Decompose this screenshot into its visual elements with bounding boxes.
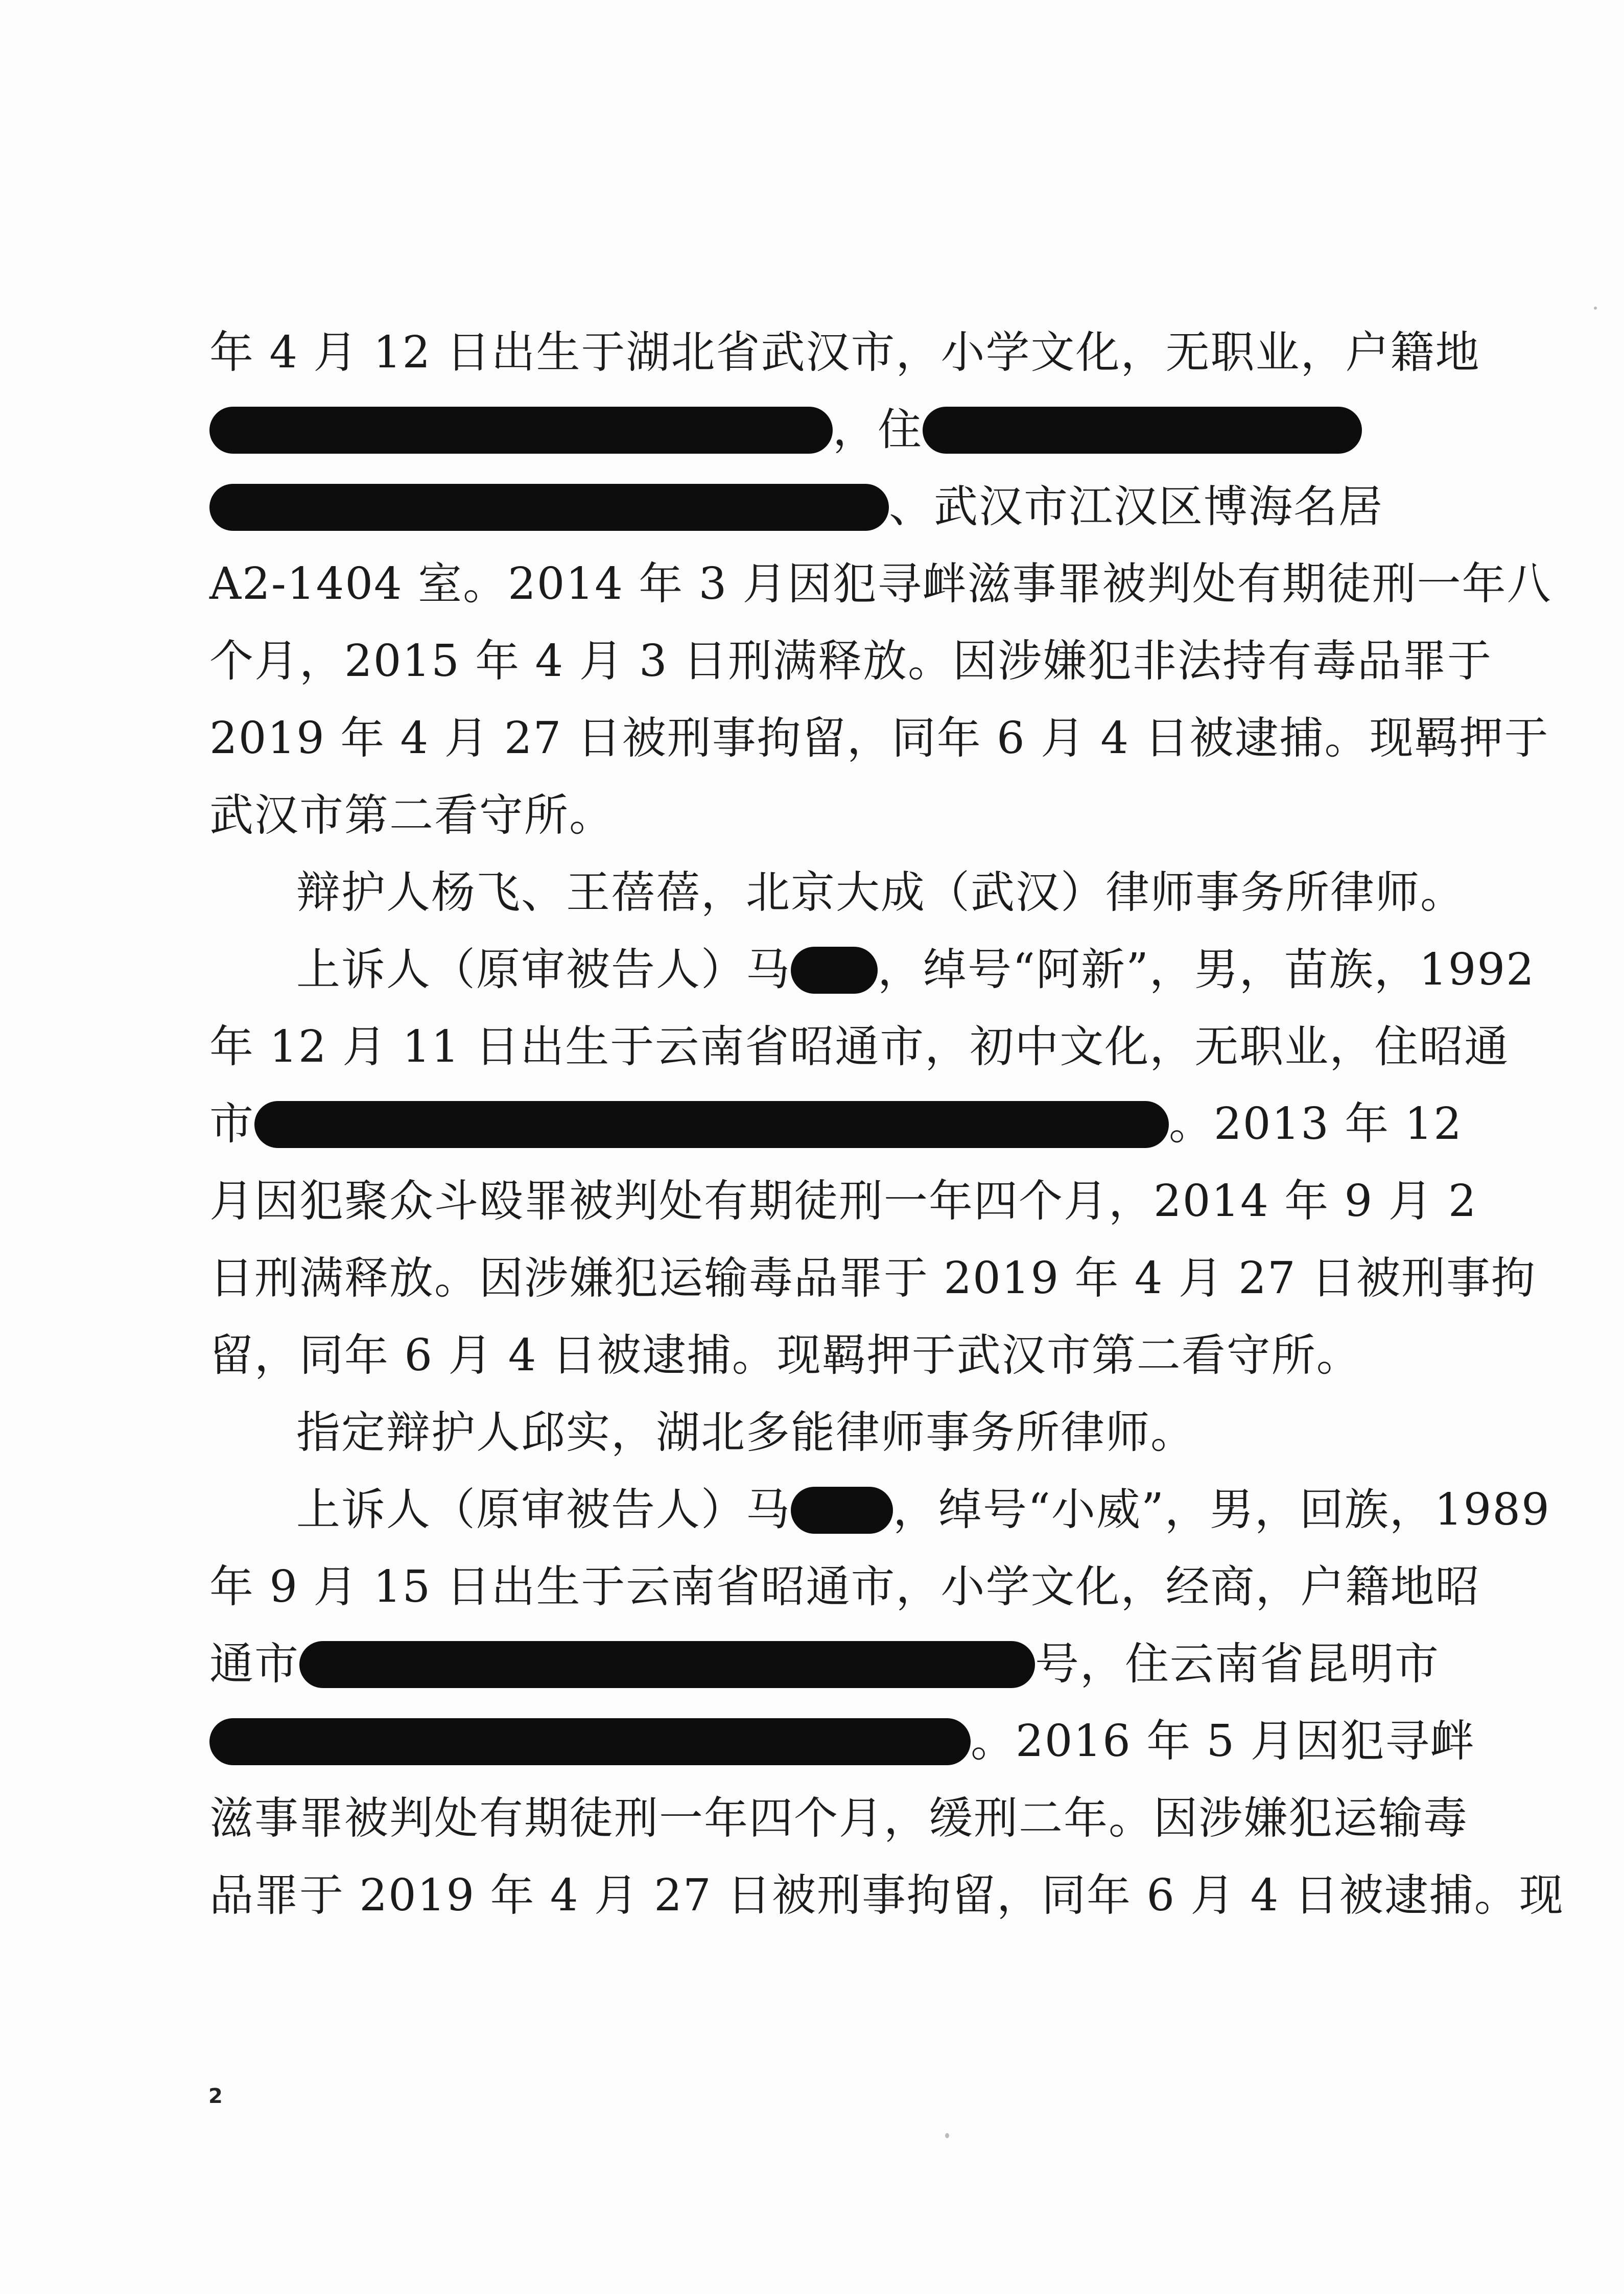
text-segment: A2-1404 室。2014 年 3 月因犯寻衅滋事罪被判处有期徒刑一年八 — [209, 558, 1552, 610]
redaction-bar — [209, 484, 889, 531]
redaction-bar — [209, 1718, 971, 1765]
text-line — [296, 1474, 1550, 1546]
text-line — [209, 471, 1420, 543]
redaction-bar — [791, 1487, 893, 1534]
text-segment: 武汉市第二看守所。 — [209, 790, 614, 841]
text-segment: ，绰号“阿新”，男，苗族，1992 — [878, 944, 1535, 995]
text-line — [209, 317, 1480, 388]
text-segment: 上诉人（原审被告人）马 — [296, 1484, 791, 1535]
text-segment: ，绰号“小威”，男，回族，1989 — [893, 1484, 1550, 1535]
text-line — [209, 1165, 1477, 1237]
text-line — [296, 1397, 1420, 1468]
text-line — [209, 1628, 1440, 1700]
text-segment: 日刑满释放。因涉嫌犯运输毒品罪于 2019 年 4 月 27 日被刑事拘 — [209, 1253, 1537, 1304]
text-segment: 号，住云南省昆明市 — [1035, 1638, 1440, 1690]
text-line — [296, 934, 1535, 1005]
text-segment: 2019 年 4 月 27 日被刑事拘留，同年 6 月 4 日被逮捕。现羁押于 — [209, 713, 1549, 764]
text-segment: 通市 — [209, 1638, 299, 1690]
text-segment: 月因犯聚众斗殴罪被判处有期徒刑一年四个月，2014 年 9 月 2 — [209, 1176, 1477, 1227]
text-line — [209, 1088, 1463, 1160]
text-segment: 年 4 月 12 日出生于湖北省武汉市，小学文化，无职业，户籍地 — [209, 327, 1480, 378]
text-segment: 留，同年 6 月 4 日被逮捕。现羁押于武汉市第二看守所。 — [209, 1330, 1361, 1381]
text-line — [209, 1011, 1510, 1083]
text-line — [209, 625, 1492, 697]
text-segment: 滋事罪被判处有期徒刑一年四个月，缓刑二年。因涉嫌犯运输毒 — [209, 1793, 1468, 1844]
text-segment: 。2013 年 12 — [1169, 1098, 1463, 1150]
text-line — [209, 1705, 1475, 1777]
text-segment: 。2016 年 5 月因犯寻衅 — [971, 1716, 1475, 1767]
text-line — [209, 703, 1549, 774]
text-line — [209, 1860, 1564, 1931]
redaction-bar — [791, 947, 878, 994]
text-line — [209, 1551, 1480, 1623]
text-segment: 年 12 月 11 日出生于云南省昭通市，初中文化，无职业，住昭通 — [209, 1021, 1510, 1072]
text-segment: 、武汉市江汉区博海名居 — [889, 481, 1383, 532]
page-number: 2 — [208, 2085, 223, 2108]
redaction-bar — [299, 1641, 1035, 1688]
text-line — [209, 548, 1552, 620]
text-segment: 上诉人（原审被告人）马 — [296, 944, 791, 995]
scan-speck — [1594, 307, 1597, 310]
redaction-bar — [254, 1101, 1169, 1148]
text-segment: 个月，2015 年 4 月 3 日刑满释放。因涉嫌犯非法持有毒品罪于 — [209, 636, 1492, 687]
text-line — [209, 1783, 1468, 1854]
text-segment: 指定辩护人邱实，湖北多能律师事务所律师。 — [296, 1407, 1195, 1458]
text-segment: 年 9 月 15 日出生于云南省昭通市，小学文化，经商，户籍地昭 — [209, 1561, 1480, 1612]
text-line — [296, 857, 1465, 928]
text-line — [209, 1320, 1420, 1391]
text-line — [209, 394, 1420, 465]
text-line — [209, 1243, 1537, 1314]
text-segment: ，住 — [833, 404, 923, 455]
text-segment: 市 — [209, 1098, 254, 1150]
text-segment: 品罪于 2019 年 4 月 27 日被刑事拘留，同年 6 月 4 日被逮捕。现 — [209, 1870, 1564, 1921]
text-segment: 辩护人杨飞、王蓓蓓，北京大成（武汉）律师事务所律师。 — [296, 867, 1465, 918]
scan-speck — [945, 2133, 949, 2138]
text-line — [209, 780, 1420, 851]
redaction-bar — [209, 407, 833, 454]
redaction-bar — [923, 407, 1362, 454]
